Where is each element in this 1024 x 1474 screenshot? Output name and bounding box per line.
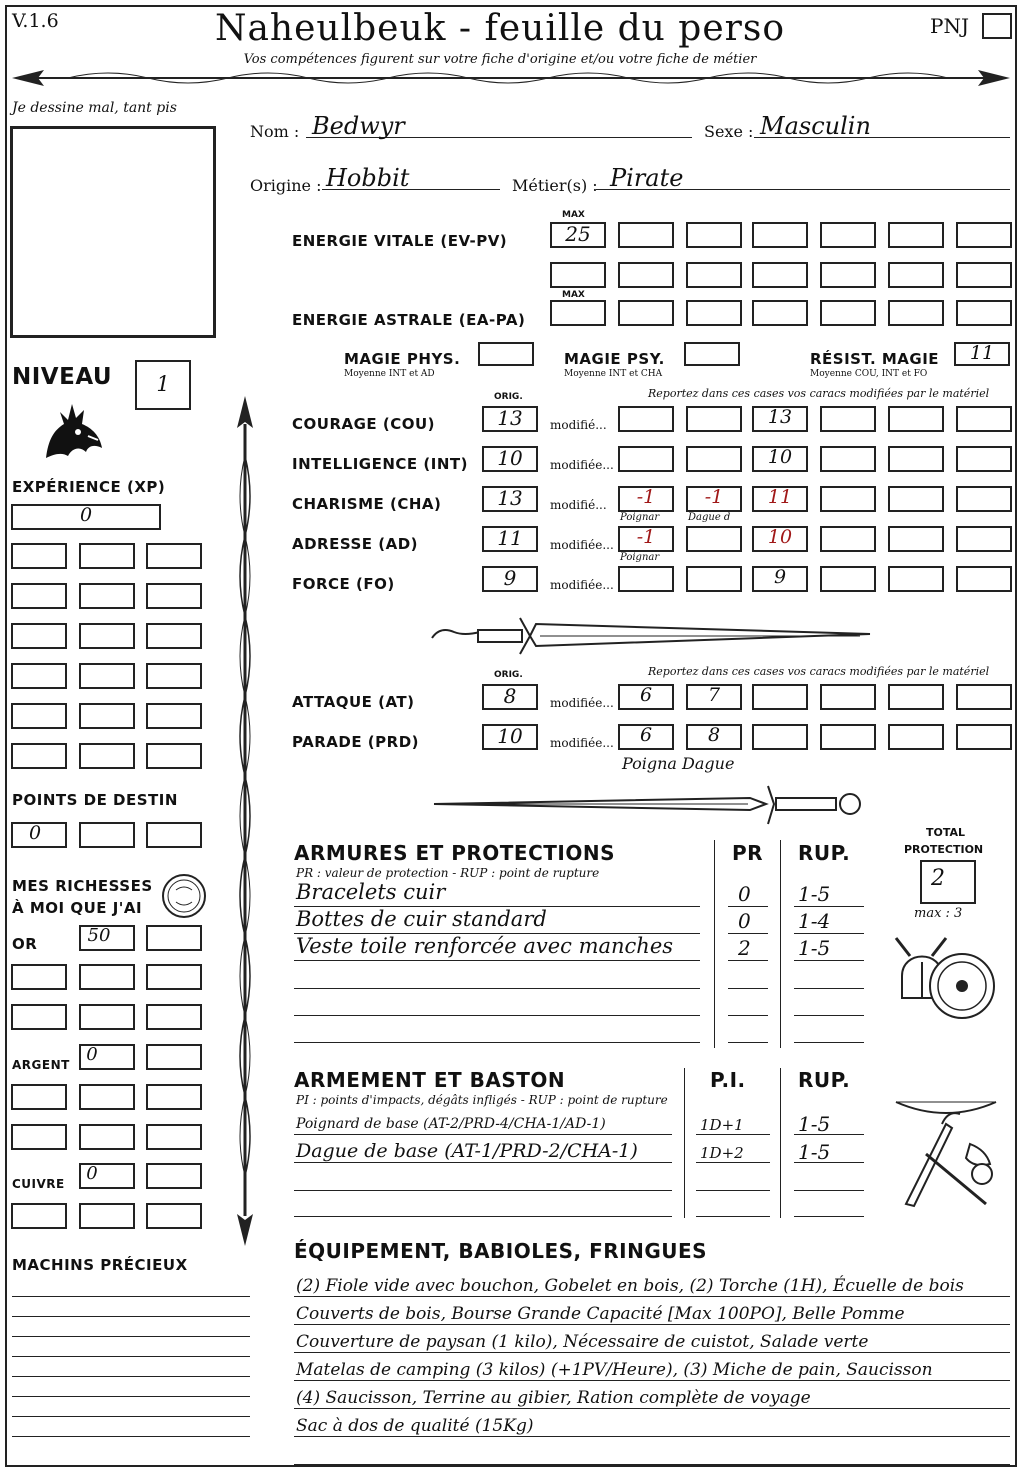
or-box-3[interactable] — [11, 964, 67, 990]
armure-pr: 0 — [738, 909, 751, 933]
or-value: 50 — [87, 925, 111, 946]
caracs-orig-label: ORIG. — [494, 392, 523, 402]
xp-cell[interactable] — [11, 703, 67, 729]
ev-cell[interactable] — [956, 262, 1012, 288]
arme-rup: 1-5 — [798, 1112, 831, 1136]
combat-orig-value: 8 — [503, 684, 517, 708]
combat-label: ATTAQUE (AT) — [292, 693, 415, 711]
ev-cell[interactable] — [752, 222, 808, 248]
destin-value: 0 — [28, 822, 42, 844]
argent-label: ARGENT — [12, 1058, 70, 1072]
destin-box-3[interactable] — [146, 822, 202, 848]
ev-cell[interactable] — [618, 222, 674, 248]
arme-rup: 1-5 — [798, 1140, 831, 1164]
equipement-line[interactable] — [294, 1324, 1010, 1325]
carac-mod-cell[interactable] — [686, 446, 742, 472]
carac-mod-cell[interactable] — [820, 526, 876, 552]
xp-cell[interactable] — [11, 623, 67, 649]
arme-rup-line[interactable] — [794, 1216, 864, 1217]
armure-pr-line[interactable] — [728, 933, 768, 934]
armure-rup-line[interactable] — [794, 933, 864, 934]
xp-cell[interactable] — [11, 743, 67, 769]
combat-report-note: Reportez dans ces cases vos caracs modifiées par le matériel — [648, 665, 990, 678]
weapons-icon — [886, 1094, 1010, 1216]
experience-label: EXPÉRIENCE (XP) — [12, 478, 166, 496]
carac-mod-value: -1 — [704, 486, 724, 508]
carac-mod-cell[interactable] — [956, 486, 1012, 512]
arme-name: Dague de base (AT-1/PRD-2/CHA-1) — [296, 1140, 638, 1162]
arme-pi-line[interactable] — [696, 1216, 770, 1217]
carac-mod-cell[interactable] — [956, 406, 1012, 432]
ev-cell[interactable] — [752, 262, 808, 288]
armure-pr: 2 — [738, 936, 751, 960]
armure-rup: 1-5 — [798, 882, 831, 906]
or-box-7[interactable] — [79, 1004, 135, 1030]
ev-cell[interactable] — [686, 222, 742, 248]
total-protection-value: 2 — [931, 866, 945, 891]
armures-title: ARMURES ET PROTECTIONS — [294, 841, 615, 865]
ev-cell[interactable] — [820, 222, 876, 248]
combat-mod-cell[interactable] — [752, 684, 808, 710]
carac-mod-value: -1 — [636, 486, 656, 508]
combat-orig-value: 10 — [497, 724, 523, 748]
carac-modifie-label: modifiée... — [550, 578, 614, 592]
xp-cell[interactable] — [146, 543, 202, 569]
armement-rup-label: RUP. — [798, 1068, 851, 1092]
equipement-item: (2) Fiole vide avec bouchon, Gobelet en bois, (2) Torche (1H), Écuelle de bois — [296, 1276, 964, 1296]
total-protection-label-2: PROTECTION — [904, 843, 984, 856]
armement-pi-label: P.I. — [710, 1068, 746, 1092]
carac-mod-cell[interactable] — [686, 526, 742, 552]
magie-psy-label: MAGIE PSY. — [564, 350, 665, 368]
arme-pi-line[interactable] — [696, 1190, 770, 1191]
combat-mod-cell[interactable] — [888, 724, 944, 750]
ev-cell[interactable] — [686, 262, 742, 288]
argent-value: 0 — [86, 1044, 98, 1065]
carac-mod-note: Poignar — [620, 552, 660, 563]
xp-cell[interactable] — [79, 663, 135, 689]
carac-orig-value: 11 — [497, 526, 523, 550]
precieux-line[interactable] — [12, 1316, 250, 1317]
xp-cell[interactable] — [79, 743, 135, 769]
armure-rup: 1-5 — [798, 936, 831, 960]
carac-mod-cell[interactable] — [618, 566, 674, 592]
equipement-title: ÉQUIPEMENT, BABIOLES, FRINGUES — [294, 1239, 708, 1263]
origine-label: Origine : — [250, 176, 322, 195]
ea-cell[interactable] — [956, 300, 1012, 326]
equipement-line[interactable] — [294, 1380, 1010, 1381]
armure-rup-line[interactable] — [794, 1015, 864, 1016]
ev-cell[interactable] — [956, 222, 1012, 248]
magie-phys-label: MAGIE PHYS. — [344, 350, 461, 368]
or-label: OR — [12, 935, 38, 953]
carac-mod-cell[interactable] — [618, 406, 674, 432]
carac-modifie-label: modifié... — [550, 498, 607, 512]
carac-mod-cell[interactable] — [686, 406, 742, 432]
xp-cell[interactable] — [79, 583, 135, 609]
dragon-icon — [38, 396, 108, 466]
xp-cell[interactable] — [146, 623, 202, 649]
sword-icon-2 — [430, 780, 874, 830]
carac-orig-value: 13 — [497, 486, 523, 510]
xp-cell[interactable] — [79, 543, 135, 569]
combat-mod-cell[interactable] — [888, 684, 944, 710]
cuivre-box-3[interactable] — [11, 1203, 67, 1229]
armure-line[interactable] — [294, 960, 700, 961]
cuivre-box-5[interactable] — [146, 1203, 202, 1229]
carac-mod-cell[interactable] — [956, 566, 1012, 592]
carac-mod-cell[interactable] — [888, 526, 944, 552]
arme-pi-line[interactable] — [696, 1134, 770, 1135]
armure-pr-line[interactable] — [728, 1042, 768, 1043]
armures-pr-label: PR — [732, 841, 764, 865]
magie-psy-note: Moyenne INT et CHA — [564, 369, 663, 379]
argent-box-5[interactable] — [146, 1084, 202, 1110]
xp-cell[interactable] — [146, 703, 202, 729]
carac-mod-cell[interactable] — [888, 406, 944, 432]
precieux-label: MACHINS PRÉCIEUX — [12, 1256, 188, 1274]
armement-divider-2 — [780, 1068, 781, 1218]
armement-note: PI : points d'impacts, dégâts infligés - RUP : point de rupture — [296, 1093, 668, 1107]
arme-line[interactable] — [294, 1134, 672, 1135]
combat-mod-cell[interactable] — [752, 724, 808, 750]
precieux-line[interactable] — [12, 1376, 250, 1377]
combat-mod-cell[interactable] — [956, 684, 1012, 710]
magie-phys-note: Moyenne INT et AD — [344, 369, 435, 379]
ea-max-box[interactable] — [550, 300, 606, 326]
equipement-item: Matelas de camping (3 kilos) (+1PV/Heure), (3) Miche de pain, Saucisson — [296, 1360, 933, 1380]
armure-rup-line[interactable] — [794, 1042, 864, 1043]
argent-box-3[interactable] — [11, 1084, 67, 1110]
equipement-line[interactable] — [294, 1352, 1010, 1353]
carac-orig-value: 9 — [503, 566, 517, 590]
nom-label: Nom : — [250, 122, 300, 141]
portrait-caption: Je dessine mal, tant pis — [12, 100, 177, 116]
or-box-6[interactable] — [11, 1004, 67, 1030]
carac-mod-cell[interactable] — [888, 486, 944, 512]
sexe-value[interactable]: Masculin — [760, 112, 871, 140]
armement-title: ARMEMENT ET BASTON — [294, 1068, 566, 1092]
portrait-box[interactable] — [10, 126, 216, 338]
arme-line[interactable] — [294, 1216, 672, 1217]
armure-pr-line[interactable] — [728, 1015, 768, 1016]
ev-cell[interactable] — [550, 262, 606, 288]
carac-mod-cell[interactable] — [820, 486, 876, 512]
combat-mod-value: 6 — [639, 724, 653, 746]
cuivre-label: CUIVRE — [12, 1177, 65, 1191]
destin-box-2[interactable] — [79, 822, 135, 848]
argent-box-4[interactable] — [79, 1084, 135, 1110]
combat-weapon-note: Poigna Dague — [622, 754, 735, 773]
total-protection-max: max : 3 — [914, 906, 963, 921]
armure-name: Bracelets cuir — [296, 880, 446, 904]
carac-mod-value: -1 — [636, 526, 656, 548]
armure-pr-line[interactable] — [728, 960, 768, 961]
armure-pr: 0 — [738, 882, 751, 906]
precieux-line[interactable] — [12, 1396, 250, 1397]
arme-pi: 1D+2 — [700, 1144, 744, 1162]
xp-cell[interactable] — [146, 663, 202, 689]
combat-mod-cell[interactable] — [820, 724, 876, 750]
arme-line[interactable] — [294, 1162, 672, 1163]
ea-cell[interactable] — [618, 300, 674, 326]
carac-label: FORCE (FO) — [292, 575, 395, 593]
sword-icon-1 — [430, 610, 874, 660]
xp-cell[interactable] — [79, 703, 135, 729]
armure-rup-line[interactable] — [794, 906, 864, 907]
coin-icon — [160, 872, 208, 920]
combat-mod-value: 7 — [707, 684, 721, 706]
carac-mod-value: 9 — [773, 566, 787, 588]
resist-magie-label: RÉSIST. MAGIE — [810, 350, 940, 368]
carac-mod-cell[interactable] — [686, 566, 742, 592]
richesses-label-1: MES RICHESSES — [12, 877, 153, 895]
ev-max-value: 25 — [565, 222, 591, 246]
xp-cell[interactable] — [146, 583, 202, 609]
carac-mod-value: 11 — [767, 486, 793, 508]
carac-modifie-label: modifié... — [550, 418, 607, 432]
niveau-label: NIVEAU — [12, 364, 113, 390]
version-label: V.1.6 — [12, 10, 59, 32]
carac-label: ADRESSE (AD) — [292, 535, 419, 553]
carac-mod-value: 10 — [767, 526, 793, 548]
carac-mod-note: Poignar — [620, 512, 660, 523]
carac-mod-cell[interactable] — [820, 446, 876, 472]
carac-mod-note: Dague d — [688, 512, 731, 523]
cuivre-value: 0 — [86, 1163, 98, 1184]
equipement-line[interactable] — [294, 1464, 1010, 1465]
carac-mod-cell[interactable] — [820, 406, 876, 432]
armement-divider-1 — [684, 1068, 685, 1218]
argent-box-7[interactable] — [79, 1124, 135, 1150]
ea-cell[interactable] — [752, 300, 808, 326]
cuivre-box-4[interactable] — [79, 1203, 135, 1229]
carac-label: CHARISME (CHA) — [292, 495, 442, 513]
carac-mod-cell[interactable] — [888, 566, 944, 592]
experience-value: 0 — [79, 504, 93, 526]
ev-cell[interactable] — [888, 262, 944, 288]
carac-mod-value: 10 — [767, 446, 793, 468]
precieux-line[interactable] — [12, 1356, 250, 1357]
precieux-line[interactable] — [12, 1436, 250, 1437]
spear-divider-vertical — [230, 396, 260, 1246]
ev-max-label: MAX — [562, 210, 585, 220]
equipement-item: (4) Saucisson, Terrine au gibier, Ration complète de voyage — [296, 1388, 811, 1408]
cuivre-box-2[interactable] — [146, 1163, 202, 1189]
arme-pi: 1D+1 — [700, 1116, 744, 1134]
carac-modifie-label: modifiée... — [550, 538, 614, 552]
carac-label: INTELLIGENCE (INT) — [292, 455, 468, 473]
magie-phys-box[interactable] — [478, 342, 534, 366]
combat-label: PARADE (PRD) — [292, 733, 420, 751]
armure-name: Bottes de cuir standard — [296, 907, 547, 931]
argent-box-2[interactable] — [146, 1044, 202, 1070]
ev-cell[interactable] — [820, 262, 876, 288]
precieux-line[interactable] — [12, 1336, 250, 1337]
xp-cell[interactable] — [79, 623, 135, 649]
or-box-5[interactable] — [146, 964, 202, 990]
metier-value[interactable]: Pirate — [610, 164, 684, 192]
spear-divider-top — [8, 66, 1014, 90]
arme-pi-line[interactable] — [696, 1162, 770, 1163]
xp-cell[interactable] — [146, 743, 202, 769]
carac-label: COURAGE (COU) — [292, 415, 436, 433]
helmet-shield-icon — [888, 928, 998, 1028]
combat-modifie-label: modifiée... — [550, 696, 614, 710]
total-protection-label-1: TOTAL — [926, 826, 966, 839]
sheet-title: Naheulbeuk - feuille du perso — [214, 8, 786, 49]
sheet-subtitle: Vos compétences figurent sur votre fiche d'origine et/ou votre fiche de métier — [243, 52, 757, 67]
armure-rup: 1-4 — [798, 909, 831, 933]
carac-mod-cell[interactable] — [888, 446, 944, 472]
carac-mod-cell[interactable] — [618, 446, 674, 472]
caracs-report-note: Reportez dans ces cases vos caracs modifiées par le matériel — [648, 387, 990, 400]
armure-line[interactable] — [294, 988, 700, 989]
or-box-2[interactable] — [146, 925, 202, 951]
precieux-line[interactable] — [12, 1296, 250, 1297]
armures-divider-1 — [714, 840, 715, 1048]
carac-mod-cell[interactable] — [956, 446, 1012, 472]
precieux-line[interactable] — [12, 1416, 250, 1417]
nom-value[interactable]: Bedwyr — [312, 112, 405, 140]
argent-box-6[interactable] — [11, 1124, 67, 1150]
combat-mod-value: 8 — [707, 724, 721, 746]
armure-name: Veste toile renforcée avec manches — [296, 934, 674, 958]
or-box-8[interactable] — [146, 1004, 202, 1030]
combat-modifie-label: modifiée... — [550, 736, 614, 750]
origine-value[interactable]: Hobbit — [326, 164, 410, 192]
arme-rup-line[interactable] — [794, 1190, 864, 1191]
xp-cell[interactable] — [11, 543, 67, 569]
xp-cell[interactable] — [11, 663, 67, 689]
xp-cell[interactable] — [11, 583, 67, 609]
ev-cell[interactable] — [618, 262, 674, 288]
armure-pr-line[interactable] — [728, 906, 768, 907]
ev-cell[interactable] — [888, 222, 944, 248]
ea-cell[interactable] — [820, 300, 876, 326]
carac-orig-value: 13 — [497, 406, 523, 430]
armure-line[interactable] — [294, 1015, 700, 1016]
destin-label: POINTS DE DESTIN — [12, 791, 178, 809]
argent-box-8[interactable] — [146, 1124, 202, 1150]
resist-magie-value: 11 — [969, 342, 995, 364]
armures-note: PR : valeur de protection - RUP : point de rupture — [296, 866, 600, 880]
armure-line[interactable] — [294, 1042, 700, 1043]
or-box-4[interactable] — [79, 964, 135, 990]
armure-rup-line[interactable] — [794, 960, 864, 961]
equipement-line[interactable] — [294, 1296, 1010, 1297]
ea-cell[interactable] — [888, 300, 944, 326]
carac-modifie-label: modifiée... — [550, 458, 614, 472]
ea-label: ENERGIE ASTRALE (EA-PA) — [292, 311, 526, 329]
pnj-checkbox[interactable] — [982, 13, 1012, 39]
ea-max-label: MAX — [562, 290, 585, 300]
armures-rup-label: RUP. — [798, 841, 851, 865]
equipement-item: Couverture de paysan (1 kilo), Nécessaire de cuistot, Salade verte — [296, 1332, 869, 1352]
carac-mod-value: 13 — [767, 406, 793, 428]
combat-orig-label: ORIG. — [494, 670, 523, 680]
ev-label: ENERGIE VITALE (EV-PV) — [292, 232, 508, 250]
magie-psy-box[interactable] — [684, 342, 740, 366]
equipement-line[interactable] — [294, 1436, 1010, 1437]
equipement-item: Couverts de bois, Bourse Grande Capacité [Max 100PO], Belle Pomme — [296, 1304, 905, 1324]
carac-mod-cell[interactable] — [956, 526, 1012, 552]
ea-cell[interactable] — [686, 300, 742, 326]
armures-divider-2 — [780, 840, 781, 1048]
niveau-value: 1 — [156, 372, 170, 396]
arme-line[interactable] — [294, 1190, 672, 1191]
metier-label: Métier(s) : — [512, 176, 598, 195]
equipement-line[interactable] — [294, 1408, 1010, 1409]
combat-mod-value: 6 — [639, 684, 653, 706]
armure-pr-line[interactable] — [728, 988, 768, 989]
carac-mod-cell[interactable] — [820, 566, 876, 592]
armure-rup-line[interactable] — [794, 988, 864, 989]
resist-magie-note: Moyenne COU, INT et FO — [810, 369, 928, 379]
arme-name: Poignard de base (AT-2/PRD-4/CHA-1/AD-1) — [296, 1116, 606, 1132]
combat-mod-cell[interactable] — [820, 684, 876, 710]
equipement-item: Sac à dos de qualité (15Kg) — [296, 1416, 534, 1436]
combat-mod-cell[interactable] — [956, 724, 1012, 750]
carac-orig-value: 10 — [497, 446, 523, 470]
sexe-label: Sexe : — [704, 122, 754, 141]
richesses-label-2: À MOI QUE J'AI — [12, 899, 143, 917]
pnj-label: PNJ — [930, 14, 969, 38]
